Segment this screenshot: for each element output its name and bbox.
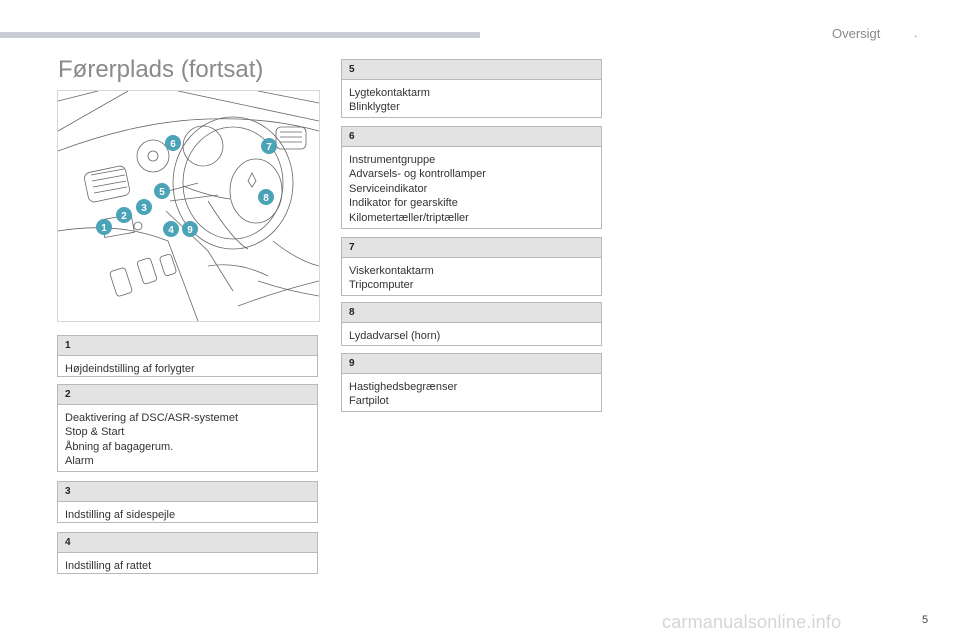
info-box-body bbox=[342, 80, 601, 119]
info-box-number: 9 bbox=[342, 354, 601, 374]
info-box-number: 7 bbox=[342, 238, 601, 258]
info-box-body bbox=[342, 323, 601, 347]
info-line: Indikator for gearskifte bbox=[349, 197, 458, 210]
info-box-1 bbox=[57, 335, 318, 377]
info-box-body bbox=[58, 405, 317, 473]
info-box-number: 5 bbox=[342, 60, 601, 80]
info-line: Advarsels- og kontrollamper bbox=[349, 168, 486, 181]
callout-3: 3 bbox=[141, 203, 147, 214]
header-rule bbox=[0, 32, 480, 38]
info-line: Indstilling af sidespejle bbox=[65, 509, 176, 521]
callout-5: 5 bbox=[159, 187, 165, 198]
callout-7: 7 bbox=[266, 142, 272, 153]
info-line: Instrumentgruppe bbox=[349, 154, 436, 166]
info-box-number: 6 bbox=[342, 127, 601, 147]
info-box-3 bbox=[57, 481, 318, 523]
info-box-number: 8 bbox=[342, 303, 601, 323]
info-box-number: 2 bbox=[58, 385, 317, 405]
dashboard-drawing bbox=[58, 91, 319, 321]
info-box-6 bbox=[341, 126, 602, 229]
info-box-8 bbox=[341, 302, 602, 346]
info-line: Indstilling af rattet bbox=[65, 560, 152, 572]
info-line: Serviceindikator bbox=[349, 182, 428, 195]
info-line: Højdeindstilling af forlygter bbox=[65, 363, 195, 375]
info-box-body bbox=[342, 147, 601, 229]
info-box-body bbox=[58, 553, 317, 577]
info-line: Hastighedsbegrænser bbox=[349, 381, 458, 393]
info-box-body bbox=[342, 258, 601, 297]
callout-2: 2 bbox=[121, 211, 127, 222]
watermark: carmanualsonline.info bbox=[662, 612, 842, 632]
info-box-9 bbox=[341, 353, 602, 412]
info-box-number: 3 bbox=[58, 482, 317, 502]
info-line: Fartpilot bbox=[349, 395, 389, 408]
info-line: Blinklygter bbox=[349, 101, 400, 114]
section-marker: . bbox=[914, 26, 918, 40]
page-number: 5 bbox=[922, 614, 929, 626]
dashboard-illustration bbox=[57, 90, 320, 322]
page-title: Førerplads (fortsat) bbox=[58, 56, 264, 83]
info-line: Lygtekontaktarm bbox=[349, 87, 430, 99]
info-line: Åbning af bagagerum. bbox=[65, 440, 174, 453]
info-box-body bbox=[58, 356, 317, 380]
info-box-number: 4 bbox=[58, 533, 317, 553]
callout-6: 6 bbox=[170, 139, 176, 150]
info-box-2 bbox=[57, 384, 318, 472]
info-line: Deaktivering af DSC/ASR-systemet bbox=[65, 412, 238, 424]
info-box-body bbox=[342, 374, 601, 413]
callout-1: 1 bbox=[101, 223, 107, 234]
info-line: Tripcomputer bbox=[349, 279, 414, 292]
callout-9: 9 bbox=[187, 225, 193, 236]
callout-8: 8 bbox=[263, 193, 269, 204]
info-line: Alarm bbox=[65, 455, 94, 468]
info-box-7 bbox=[341, 237, 602, 296]
info-line: Stop & Start bbox=[65, 426, 125, 439]
info-box-5 bbox=[341, 59, 602, 118]
info-line: Lydadvarsel (horn) bbox=[349, 330, 441, 342]
info-box-number: 1 bbox=[58, 336, 317, 356]
info-box-body bbox=[58, 502, 317, 526]
callout-4: 4 bbox=[168, 225, 174, 236]
info-box-4 bbox=[57, 532, 318, 574]
info-line: Viskerkontaktarm bbox=[349, 265, 434, 277]
section-name: Oversigt bbox=[832, 26, 881, 41]
info-line: Kilometertæller/triptæller bbox=[349, 211, 469, 224]
